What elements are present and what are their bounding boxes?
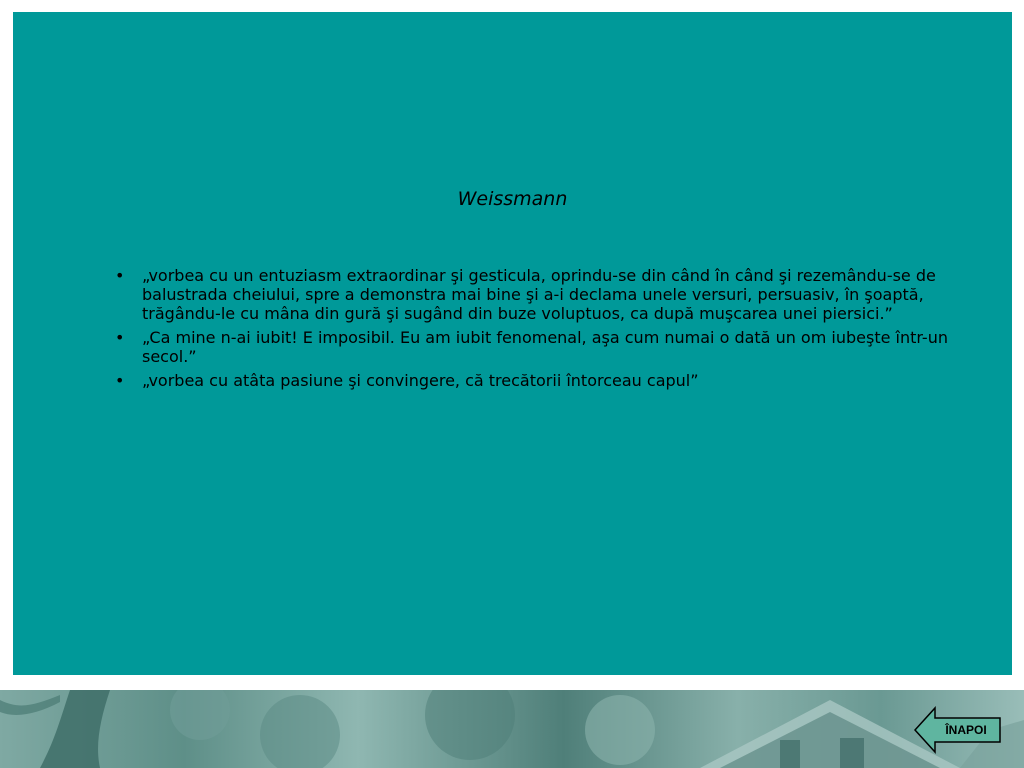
list-item [108,328,958,366]
bullet-icon: • [115,328,125,347]
back-button[interactable] [914,706,1002,754]
back-button-label: ÎNAPOI [945,723,987,737]
decorative-photo-strip [0,690,1024,768]
bullet-icon: • [115,371,125,390]
quote-list [108,266,958,395]
quote-text: „Ca mine n-ai iubit! E imposibil. Eu am iubit fenomenal, aşa cum numai o dată un om iubeşte într-un secol.” [142,328,948,366]
slide-panel [13,12,1012,675]
quote-text: „vorbea cu un entuziasm extraordinar şi gesticula, oprindu-se din când în când şi rezemându-se de balustrada cheiului, spre a demonstra mai bine şi a-i declama unele versuri, persuasiv, în şoaptă, trăgându-le cu mâna din gură şi sugând din buze voluptuos, ca după muşcarea unei piersici.” [142,266,936,323]
slide-title: Weissmann [457,188,568,210]
list-item [108,371,958,390]
bullet-icon: • [115,266,125,285]
list-item [108,266,958,323]
photo-strip-graphic [0,690,1024,768]
quote-text: „vorbea cu atâta pasiune şi convingere, că trecătorii întorceau capul” [142,371,699,390]
